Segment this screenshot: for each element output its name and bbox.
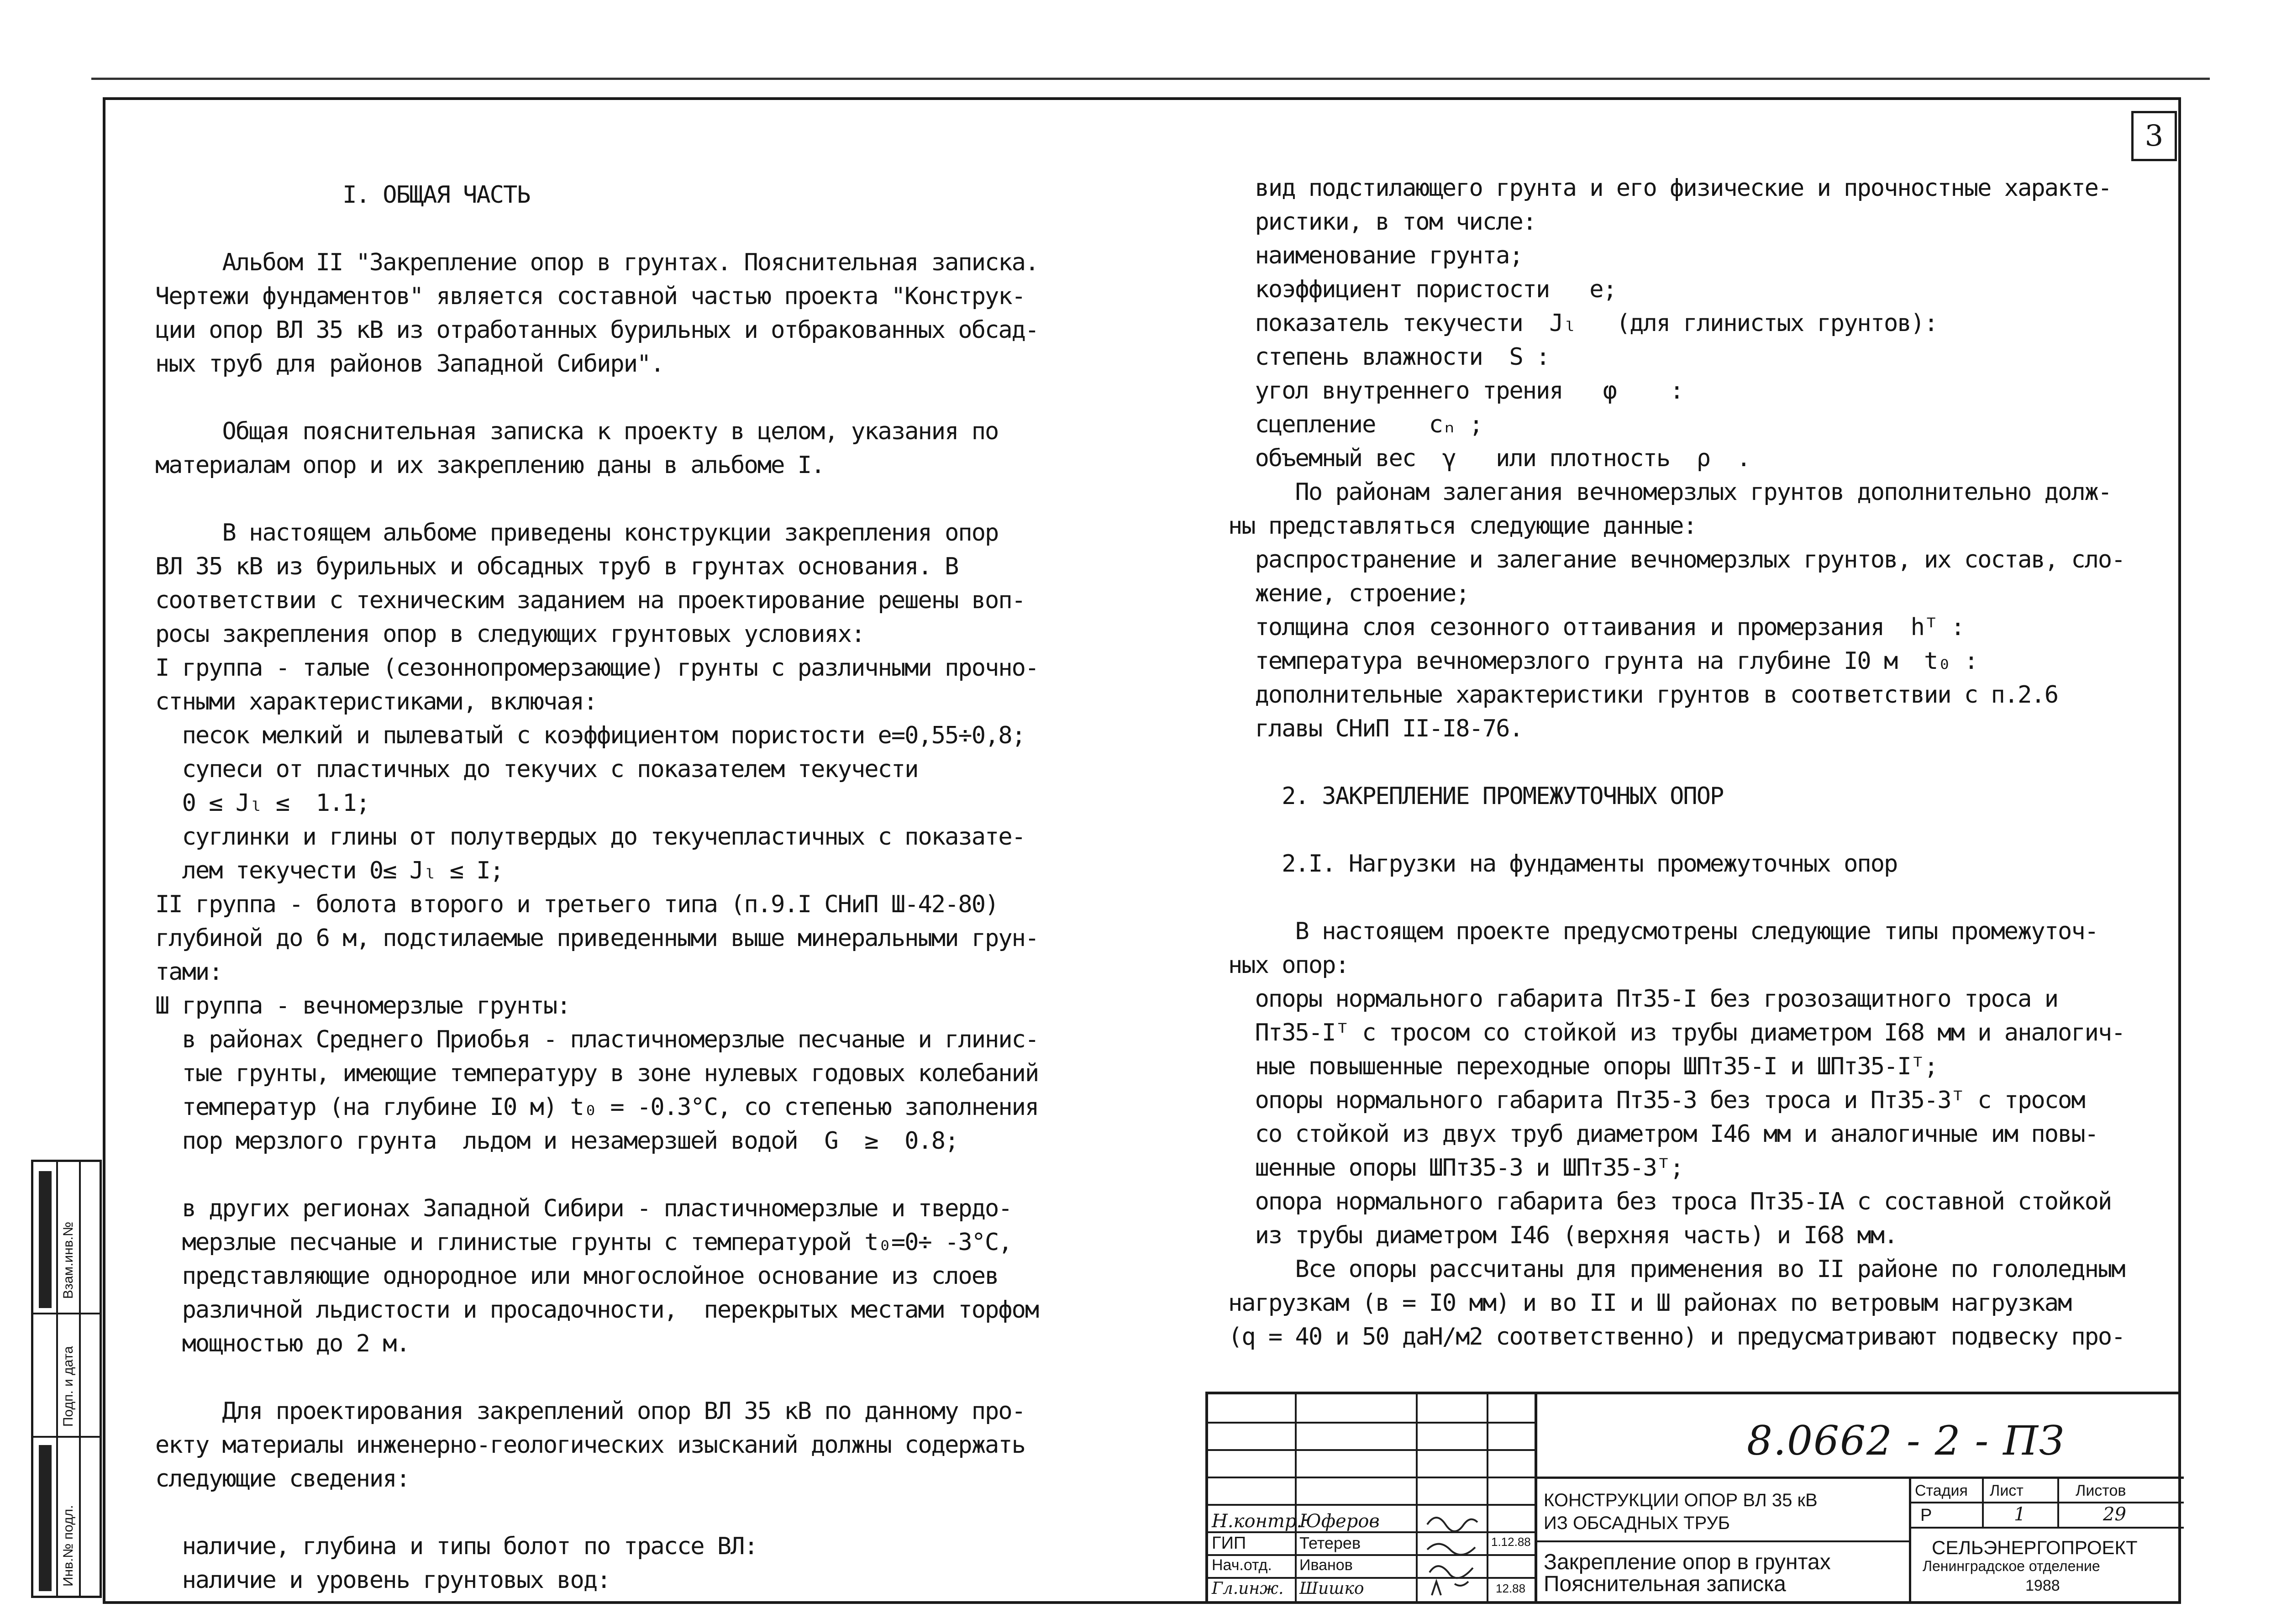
- text-line: вид подстилающего грунта и его физические и прочностные характе-: [1228, 174, 2112, 202]
- text-line: [1228, 813, 2125, 847]
- strip-mark: [39, 1445, 52, 1591]
- text-line: в других регионах Западной Сибири - пластичномерзлые и твердо-: [155, 1195, 1012, 1222]
- text-line: в районах Среднего Приобья - пластичномерзлые песчаные и глинис-: [155, 1026, 1039, 1053]
- text-line: Все опоры рассчитаны для применения во II районе по гололедным: [1228, 1256, 2125, 1283]
- left-text-column: [155, 178, 1038, 1597]
- text-line: жение, строение;: [1228, 580, 1469, 607]
- text-line: Чертежи фундаментов" является составной частью проекта "Конструк-: [155, 283, 1025, 310]
- text-line: В настоящем проекте предусмотрены следующие типы промежуточ-: [1228, 918, 2098, 945]
- stamp-title-1: КОНСТРУКЦИИ ОПОР ВЛ 35 кВ: [1544, 1490, 1818, 1510]
- signatures: [1423, 1506, 1482, 1602]
- org-name: СЕЛЬЭНЕРГОПРОЕКТ: [1932, 1537, 2138, 1558]
- text-line: опоры нормального габарита Пт35-I без грозозащитного троса и: [1228, 985, 2058, 1013]
- text-line: Ш группа - вечномерзлые грунты:: [155, 992, 570, 1020]
- text-line: тые грунты, имеющие температуру в зоне нулевых годовых колебаний: [155, 1060, 1039, 1087]
- stamp-subtitle-1: Закрепление опор в грунтах: [1544, 1550, 1831, 1574]
- text-line: 2. ЗАКРЕПЛЕНИЕ ПРОМЕЖУТОЧНЫХ ОПОР: [1228, 783, 1724, 810]
- text-line: Пт35-Iᵀ с тросом со стойкой из трубы диаметром I68 мм и аналогич-: [1228, 1019, 2125, 1046]
- text-line: пор мерзлого грунта льдом и незамерзшей водой G ≥ 0.8;: [155, 1127, 958, 1155]
- text-line: сцепление cₙ ;: [1228, 411, 1482, 438]
- right-text-column: [1228, 171, 2125, 1354]
- top-rule: [91, 78, 2210, 80]
- text-line: [155, 1496, 1038, 1529]
- text-line: ные повышенные переходные опоры ШПт35-I и ШПт35-Iᵀ;: [1228, 1053, 1938, 1080]
- text-line: лем текучести 0≤ Jₗ ≤ I;: [155, 857, 503, 884]
- stage-value: Р: [1920, 1506, 1932, 1525]
- page-number: 3: [2131, 111, 2177, 161]
- text-line: опоры нормального габарита Пт35-3 без троса и Пт35-3ᵀ с тросом: [1228, 1087, 2085, 1114]
- name-4: Шишко: [1299, 1579, 1364, 1598]
- text-line: [155, 1361, 1038, 1394]
- text-line: [155, 212, 1038, 246]
- text-line: екту материалы инженерно-геологических изысканий должны содержать: [155, 1431, 1025, 1459]
- title-block: [1205, 1392, 2181, 1604]
- text-line: ВЛ 35 кВ из бурильных и обсадных труб в грунтах основания. В: [155, 553, 958, 580]
- text-line: материалам опор и их закреплению даны в альбоме I.: [155, 452, 825, 479]
- text-line: главы СНиП II-I8-76.: [1228, 715, 1523, 742]
- text-line: [155, 482, 1038, 516]
- role-glinzh: Гл.инж.: [1212, 1579, 1284, 1598]
- col-sheet-header: Лист: [1990, 1482, 2024, 1499]
- text-line: ных опор:: [1228, 951, 1349, 979]
- text-line: (q = 40 и 50 даН/м2 соответственно) и предусматривают подвеску про-: [1228, 1323, 2125, 1351]
- document-code: 8.0662 - 2 - ПЗ: [1747, 1417, 2065, 1464]
- text-line: показатель текучести Jₗ (для глинистых грунтов):: [1228, 310, 1938, 337]
- text-line: из трубы диаметром I46 (верхняя часть) и I68 мм.: [1228, 1222, 1898, 1249]
- text-line: росы закрепления опор в следующих грунтовых условиях:: [155, 620, 865, 648]
- text-line: I группа - талые (сезоннопромерзающие) грунты с различными прочно-: [155, 654, 1039, 682]
- strip-mark: [39, 1171, 52, 1308]
- name-1: Юферов: [1299, 1511, 1380, 1532]
- role-gip: ГИП: [1212, 1534, 1246, 1553]
- text-line: объемный вес γ или плотность ρ .: [1228, 445, 1750, 472]
- text-line: распространение и залегание вечномерзлых грунтов, их состав, сло-: [1228, 546, 2125, 573]
- text-line: 0 ≤ Jₗ ≤ 1.1;: [155, 789, 369, 817]
- text-line: мощностью до 2 м.: [155, 1330, 410, 1357]
- text-line: глубиной до 6 м, подстилаемые приведенными выше минеральными грун-: [155, 925, 1039, 952]
- date-2: 1.12.88: [1491, 1535, 1531, 1549]
- sheets-value: 29: [2103, 1504, 2126, 1525]
- text-line: ны представляться следующие данные:: [1228, 512, 1697, 540]
- text-line: толщина слоя сезонного оттаивания и промерзания hᵀ :: [1228, 614, 1964, 641]
- strip-label-inventory: Инв.№ подл.: [61, 1505, 76, 1587]
- text-line: различной льдистости и просадочности, перекрытых местами торфом: [155, 1296, 1039, 1324]
- name-3: Иванов: [1299, 1556, 1353, 1574]
- text-line: температура вечномерзлого грунта на глубине I0 м t₀ :: [1228, 647, 1978, 675]
- text-line: [1228, 881, 2125, 914]
- text-line: суглинки и глины от полутвердых до текучепластичных с показате-: [155, 823, 1025, 851]
- text-line: ции опор ВЛ 35 кВ из отработанных бурильных и отбракованных обсад-: [155, 316, 1039, 344]
- text-line: наименование грунта;: [1228, 242, 1523, 269]
- text-line: I. ОБЩАЯ ЧАСТЬ: [155, 181, 530, 209]
- sheet-value: 1: [2014, 1504, 2026, 1525]
- text-line: представляющие однородное или многослойное основание из слоев: [155, 1262, 999, 1290]
- text-line: В настоящем альбоме приведены конструкции закрепления опор: [155, 519, 999, 547]
- text-line: шенные опоры ШПт35-3 и ШПт35-3ᵀ;: [1228, 1154, 1683, 1182]
- text-line: По районам залегания вечномерзлых грунтов дополнительно долж-: [1228, 478, 2112, 506]
- side-stamp: [31, 1160, 102, 1598]
- text-line: ристики, в том числе:: [1228, 208, 1536, 236]
- stamp-title-2: ИЗ ОБСАДНЫХ ТРУБ: [1544, 1513, 1730, 1533]
- text-line: следующие сведения:: [155, 1465, 410, 1493]
- text-line: наличие, глубина и типы болот по трассе ВЛ:: [155, 1533, 757, 1560]
- text-line: [155, 381, 1038, 415]
- text-line: нагрузкам (в = I0 мм) и во II и Ш районах по ветровым нагрузкам: [1228, 1289, 2071, 1317]
- text-line: ных труб для районов Западной Сибири".: [155, 350, 664, 378]
- text-line: супеси от пластичных до текучих с показателем текучести: [155, 756, 918, 783]
- strip-label-replace: Взам.инв.№: [61, 1221, 76, 1299]
- date-4: 12.88: [1496, 1582, 1526, 1595]
- text-line: песок мелкий и пылеватый с коэффициентом пористости e=0,55÷0,8;: [155, 722, 1025, 749]
- text-line: коэффициент пористости e;: [1228, 276, 1616, 303]
- role-nachotd: Нач.отд.: [1212, 1556, 1272, 1574]
- text-line: степень влажности S :: [1228, 343, 1550, 371]
- text-line: [1228, 746, 2125, 779]
- text-line: [155, 1158, 1038, 1192]
- text-line: мерзлые песчаные и глинистые грунты с температурой t₀=0÷ -3°С,: [155, 1229, 1012, 1256]
- text-line: Альбом II "Закрепление опор в грунтах. Пояснительная записка.: [155, 249, 1039, 276]
- name-2: Тетерев: [1299, 1534, 1361, 1552]
- text-line: температур (на глубине I0 м) t₀ = -0.3°С, со степенью заполнения: [155, 1093, 1039, 1121]
- role-nkontr: Н.контр.: [1212, 1511, 1303, 1532]
- strip-label-sign-date: Подп. и дата: [61, 1346, 76, 1427]
- stamp-subtitle-2: Пояснительная записка: [1544, 1572, 1786, 1596]
- text-line: дополнительные характеристики грунтов в соответствии с п.2.6: [1228, 681, 2058, 709]
- text-line: соответствии с техническим заданием на проектирование решены воп-: [155, 587, 1025, 614]
- text-line: Общая пояснительная записка к проекту в целом, указания по: [155, 418, 999, 445]
- text-line: II группа - болота второго и третьего типа (п.9.I СНиП Ш-42-80): [155, 891, 999, 918]
- text-line: 2.I. Нагрузки на фундаменты промежуточных опор: [1228, 850, 1898, 878]
- text-line: тами:: [155, 958, 222, 986]
- text-line: опора нормального габарита без троса Пт35-IА с составной стойкой: [1228, 1188, 2112, 1215]
- col-stage-header: Стадия: [1915, 1482, 1968, 1499]
- text-line: стными характеристиками, включая:: [155, 688, 597, 715]
- col-sheets-header: Листов: [2076, 1482, 2126, 1499]
- stamp-year: 1988: [2025, 1577, 2060, 1594]
- text-line: наличие и уровень грунтовых вод:: [155, 1566, 610, 1594]
- text-line: Для проектирования закреплений опор ВЛ 35 кВ по данному про-: [155, 1398, 1025, 1425]
- text-line: со стойкой из двух труб диаметром I46 мм и аналогичные им повы-: [1228, 1120, 2098, 1148]
- text-line: угол внутреннего трения φ :: [1228, 377, 1683, 405]
- org-branch: Ленинградское отделение: [1923, 1558, 2100, 1574]
